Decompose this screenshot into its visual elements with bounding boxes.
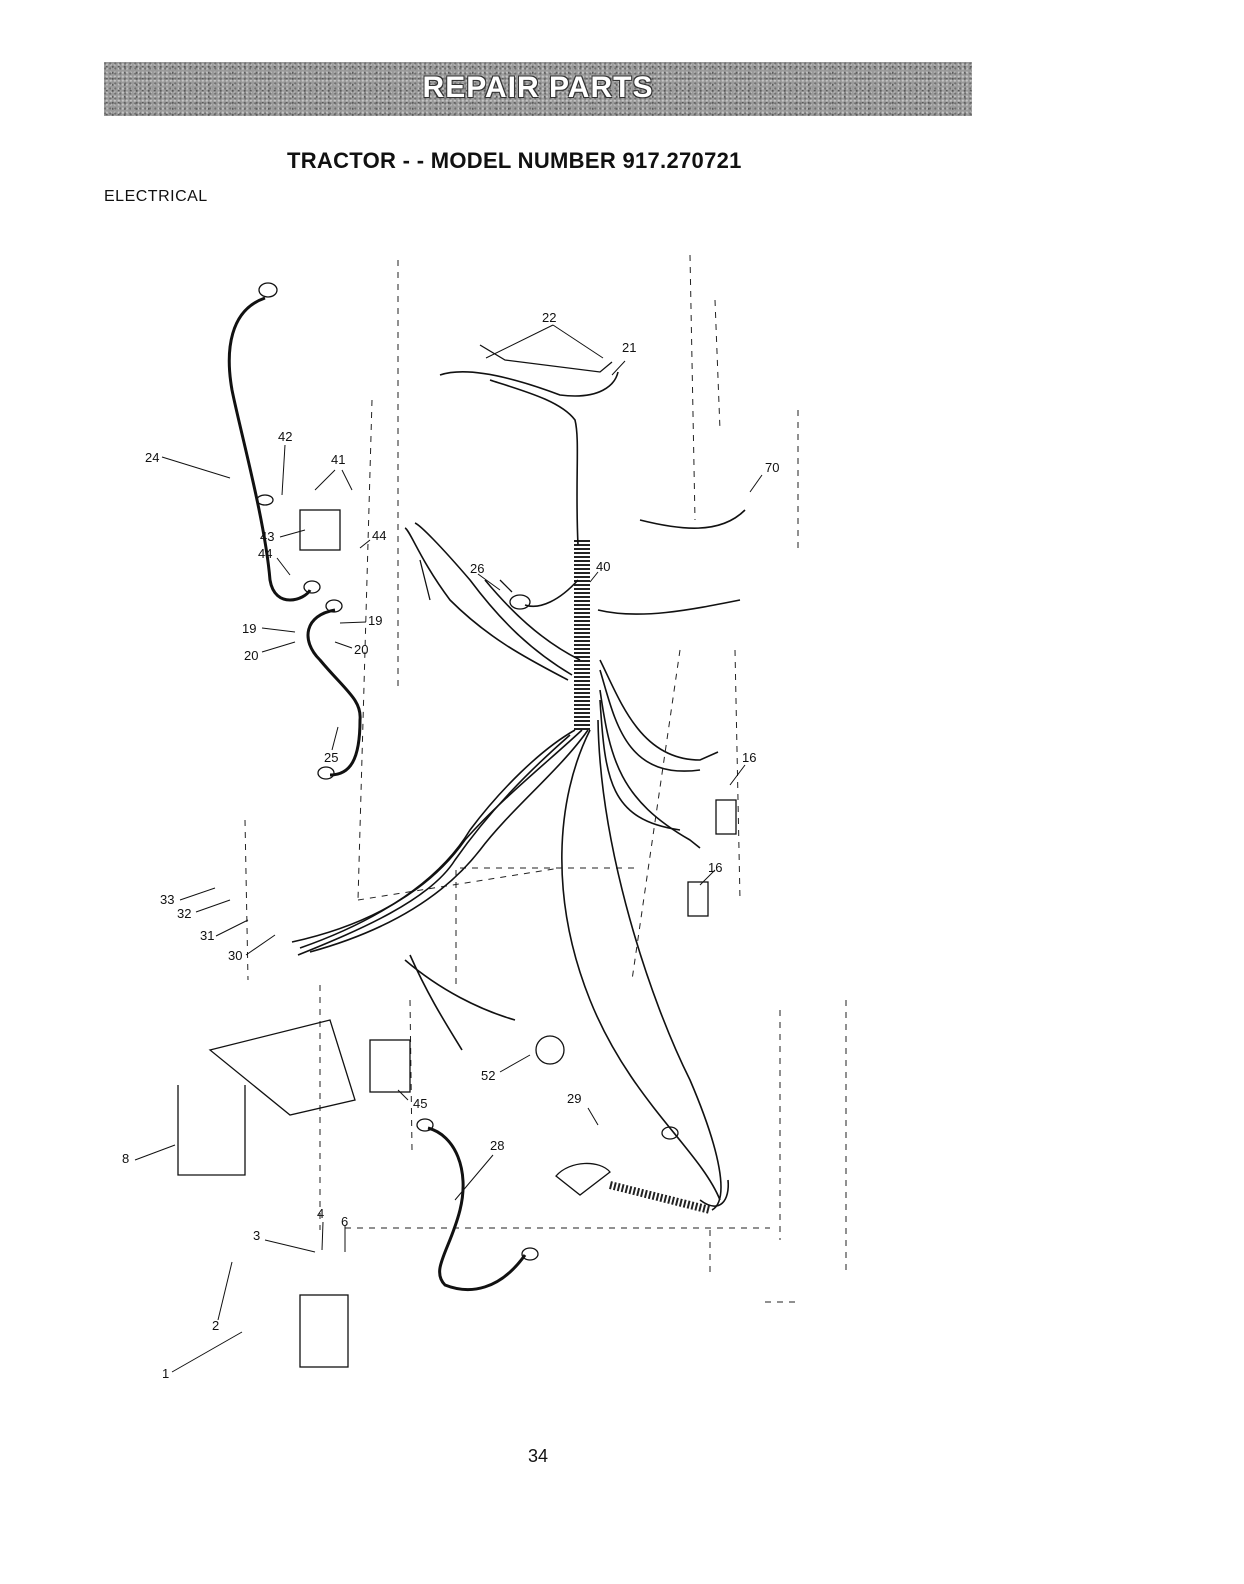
callout-label: 1 <box>162 1366 170 1381</box>
callout-label: 22 <box>542 310 557 325</box>
callout-label: 26 <box>470 561 485 576</box>
callout-label: 30 <box>228 948 243 963</box>
callout-label: 28 <box>490 1138 505 1153</box>
callout-label: 8 <box>122 1151 130 1166</box>
callout-label: 70 <box>765 460 780 475</box>
callout-label: 16 <box>742 750 757 765</box>
model-title: TRACTOR - - MODEL NUMBER 917.270721 <box>287 148 742 173</box>
callout-label: 31 <box>200 928 215 943</box>
leader-lines <box>135 325 762 1372</box>
banner-title: REPAIR PARTS <box>422 71 654 104</box>
main-harness <box>292 372 745 1210</box>
page-number: 34 <box>528 1446 549 1466</box>
callout-label: 20 <box>244 648 259 663</box>
callout-label: 40 <box>596 559 611 574</box>
callout-label: 16 <box>708 860 723 875</box>
callout-label: 45 <box>413 1096 428 1111</box>
callout-label: 6 <box>341 1214 349 1229</box>
callout-label: 21 <box>622 340 637 355</box>
callout-label: 32 <box>177 906 192 921</box>
callout-label: 19 <box>368 613 383 628</box>
callout-label: 42 <box>278 429 293 444</box>
callout-labels <box>122 310 779 1381</box>
callout-label: 44 <box>258 546 273 561</box>
ground-cables <box>229 298 525 1290</box>
callout-label: 3 <box>253 1228 261 1243</box>
callout-label: 29 <box>567 1091 582 1106</box>
callout-label: 44 <box>372 528 387 543</box>
callout-label: 24 <box>145 450 160 465</box>
callout-label: 52 <box>481 1068 496 1083</box>
callout-label: 25 <box>324 750 339 765</box>
callout-label: 2 <box>212 1318 220 1333</box>
callout-label: 4 <box>317 1206 325 1221</box>
components <box>178 283 736 1367</box>
callout-label: 19 <box>242 621 257 636</box>
section-label: ELECTRICAL <box>104 188 208 205</box>
callout-label: 20 <box>354 642 369 657</box>
callout-label: 43 <box>260 529 275 544</box>
callout-label: 41 <box>331 452 346 467</box>
callout-label: 33 <box>160 892 175 907</box>
